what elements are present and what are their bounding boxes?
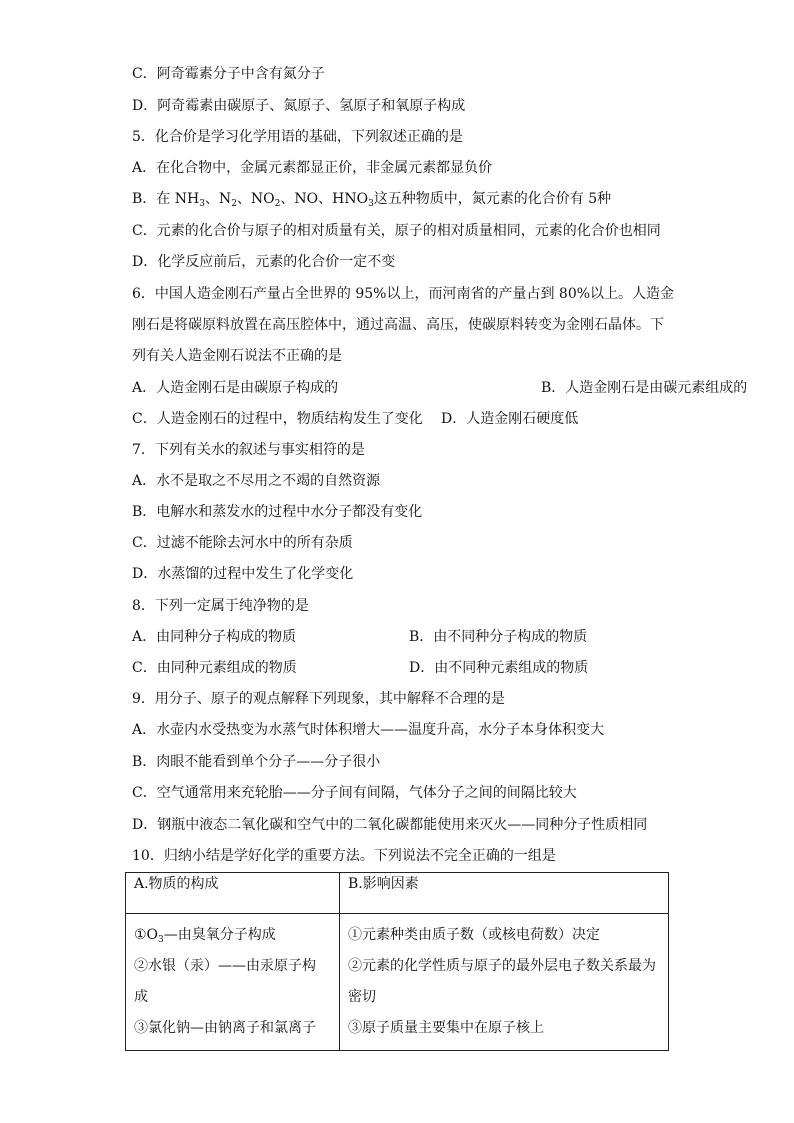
option-line: A．在化合物中，金属元素都显正价，非金属元素都显负价 — [132, 160, 493, 176]
text-run: ①O — [134, 927, 159, 943]
question-8-stem: 8．下列一定属于纯净物的是 — [132, 598, 309, 614]
option-line: B．电解水和蒸发水的过程中水分子都没有变化 — [132, 504, 423, 520]
option-a: A．人造金刚石是由碳原子构成的 — [132, 380, 339, 396]
cell-line: 密切 — [348, 989, 376, 1005]
option-row — [132, 627, 588, 647]
subscript: 2 — [274, 199, 281, 209]
text-run: B．在 NH — [132, 191, 200, 207]
cell-line: ①元素种类由质子数（或核电荷数）决定 — [348, 927, 600, 943]
option-a: A．由同种分子构成的物质 — [132, 629, 297, 645]
table-header-b: B.影响因素 — [340, 873, 669, 914]
subscript: 3 — [158, 935, 164, 945]
option-line: D．阿奇霉素由碳原子、氮原子、氢原子和氧原子构成 — [132, 98, 466, 114]
question-6-stem: 刚石是将碳原料放置在高压腔体中，通过高温、高压，使碳原料转变为金刚石晶体。下 — [132, 317, 664, 333]
subscript: 3 — [199, 199, 205, 209]
table-cell-a — [126, 914, 340, 1051]
option-c: C．由同种元素组成的物质 — [132, 660, 297, 676]
option-line: A．水壶内水受热变为水蒸气时体积增大——温度升高，水分子本身体积变大 — [132, 722, 605, 738]
option-line: D．化学反应前后，元素的化合价一定不变 — [132, 254, 396, 270]
option-line: B．肉眼不能看到单个分子——分子很小 — [132, 754, 381, 770]
cell-line: ③氯化钠—由钠离子和氯离子 — [134, 1020, 316, 1036]
table-row — [126, 914, 669, 1051]
option-row — [132, 378, 748, 398]
option-line: A．水不是取之不尽用之不竭的自然资源 — [132, 473, 381, 489]
option-b: B．由不同种分子构成的物质 — [409, 629, 588, 645]
option-line: C．元素的化合价与原子的相对质量有关，原子的相对质量相同，元素的化合价也相同 — [132, 223, 661, 239]
table-cell-b — [340, 914, 669, 1051]
option-line — [132, 189, 611, 209]
cell-line: ③原子质量主要集中在原子核上 — [348, 1020, 544, 1036]
text-run: 、NO — [236, 191, 275, 207]
option-row — [132, 409, 579, 429]
option-b: B．人造金刚石是由碳元素组成的 — [541, 380, 748, 396]
subscript: 3 — [368, 199, 374, 209]
summary-table — [125, 872, 669, 1051]
option-d: D．由不同种元素组成的物质 — [409, 660, 589, 676]
question-9-stem: 9．用分子、原子的观点解释下列现象，其中解释不合理的是 — [132, 691, 505, 707]
table-header-a: A.物质的构成 — [126, 873, 340, 914]
option-c: C．人造金刚石的过程中，物质结构发生了变化 — [132, 411, 423, 427]
question-6-stem: 6．中国人造金刚石产量占全世界的 95%以上，而河南省的产量占到 80%以上。人造金 — [132, 286, 675, 302]
question-5-stem: 5．化合价是学习化学用语的基础，下列叙述正确的是 — [132, 129, 463, 145]
option-line: D．水蒸馏的过程中发生了化学变化 — [132, 566, 354, 582]
text-run: 、N — [204, 191, 232, 207]
cell-line: ②水银（汞）——由汞原子构 — [134, 958, 316, 974]
option-line: D．钢瓶中液态二氧化碳和空气中的二氧化碳都能使用来灭火——同种分子性质相同 — [132, 817, 648, 833]
question-6-stem: 列有关人造金刚石说法不正确的是 — [132, 348, 342, 364]
option-line: C．空气通常用来充轮胎——分子间有间隔，气体分子之间的间隔比较大 — [132, 785, 577, 801]
table-header-row — [126, 873, 669, 914]
question-10-stem: 10．归纳小结是学好化学的重要方法。下列说法不完全正确的一组是 — [132, 848, 556, 864]
option-line: C．过滤不能除去河水中的所有杂质 — [132, 535, 353, 551]
cell-line: 成 — [134, 989, 148, 1005]
cell-line: ②元素的化学性质与原子的最外层电子数关系最为 — [348, 958, 656, 974]
text-run: 、NO、HNO — [280, 191, 369, 207]
option-d: D．人造金刚石硬度低 — [441, 411, 579, 427]
option-row — [132, 658, 589, 678]
cell-line — [134, 920, 331, 951]
subscript: 2 — [231, 199, 237, 209]
text-run: 这五种物质中，氮元素的化合价有 5种 — [373, 191, 612, 207]
option-line: C．阿奇霉素分子中含有氮分子 — [132, 66, 325, 82]
text-run: —由臭氧分子构成 — [163, 927, 276, 943]
question-7-stem: 7．下列有关水的叙述与事实相符的是 — [132, 442, 365, 458]
